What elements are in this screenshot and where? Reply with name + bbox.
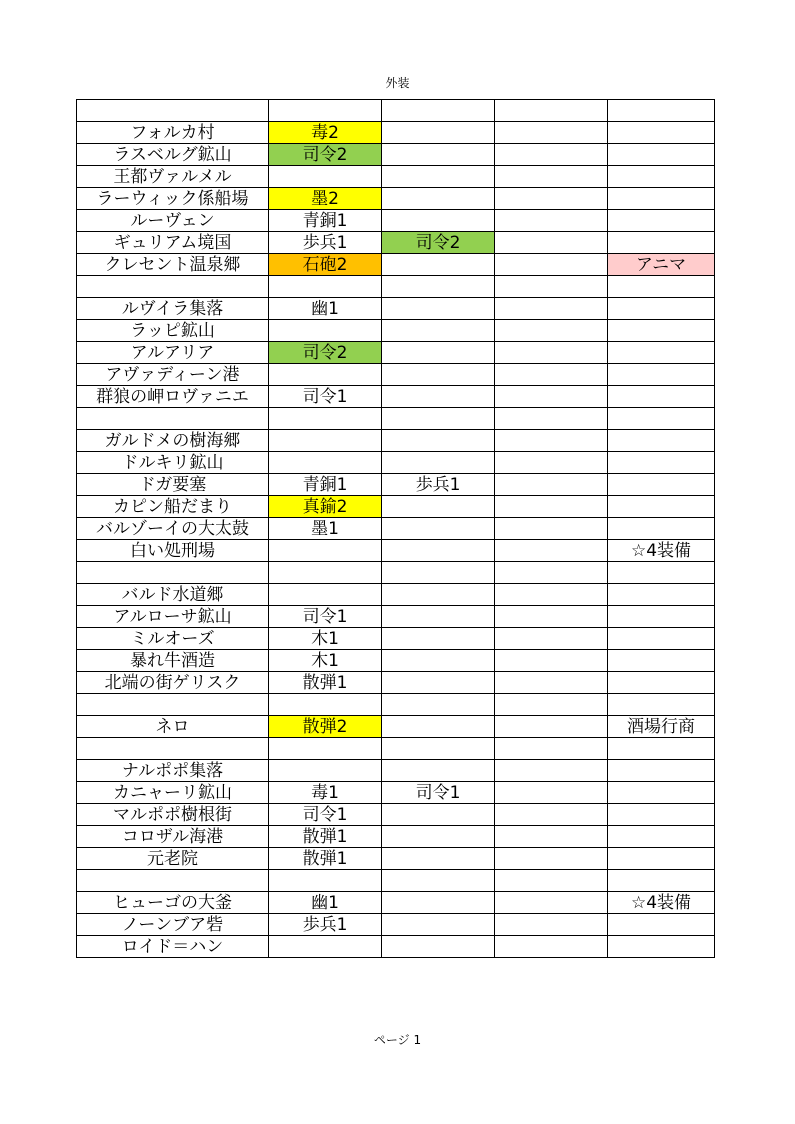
extra-cell — [495, 430, 608, 452]
location-cell: ナルポポ集落 — [77, 760, 269, 782]
extra-cell — [495, 606, 608, 628]
item2-cell — [382, 496, 495, 518]
location-cell: カピン船だまり — [77, 496, 269, 518]
item-cell — [269, 100, 382, 122]
item-cell: 司令1 — [269, 386, 382, 408]
location-cell: ラスベルグ鉱山 — [77, 144, 269, 166]
item-cell: 散弾1 — [269, 848, 382, 870]
item2-cell — [382, 804, 495, 826]
table-row — [77, 584, 715, 606]
note-cell — [608, 936, 715, 958]
extra-cell — [495, 320, 608, 342]
item-cell: 青銅1 — [269, 474, 382, 496]
table-row — [77, 452, 715, 474]
table-body — [77, 100, 715, 958]
item2-cell: 歩兵1 — [382, 474, 495, 496]
location-cell — [77, 276, 269, 298]
extra-cell — [495, 848, 608, 870]
extra-cell — [495, 760, 608, 782]
item2-cell — [382, 122, 495, 144]
location-cell: ラーウィック係船場 — [77, 188, 269, 210]
item-cell: 墨1 — [269, 518, 382, 540]
table-row — [77, 386, 715, 408]
note-cell — [608, 122, 715, 144]
table-row — [77, 870, 715, 892]
note-cell — [608, 452, 715, 474]
item2-cell — [382, 606, 495, 628]
extra-cell — [495, 694, 608, 716]
location-cell — [77, 870, 269, 892]
extra-cell — [495, 716, 608, 738]
item-cell — [269, 364, 382, 386]
item-cell: 散弾1 — [269, 672, 382, 694]
item-cell — [269, 936, 382, 958]
location-cell: マルポポ樹根街 — [77, 804, 269, 826]
item2-cell — [382, 628, 495, 650]
location-cell: アヴァディーン港 — [77, 364, 269, 386]
item-cell: 木1 — [269, 628, 382, 650]
item2-cell — [382, 320, 495, 342]
page-title: 外装 — [385, 76, 410, 90]
location-cell: 群狼の岬ロヴァニエ — [77, 386, 269, 408]
table-row — [77, 848, 715, 870]
location-cell: ミルオーズ — [77, 628, 269, 650]
location-cell: 王都ヴァルメル — [77, 166, 269, 188]
item-cell: 歩兵1 — [269, 232, 382, 254]
extra-cell — [495, 870, 608, 892]
item-cell: 墨2 — [269, 188, 382, 210]
item-cell: 司令2 — [269, 342, 382, 364]
page-footer: ページ 1 — [373, 1033, 422, 1047]
table-row — [77, 628, 715, 650]
extra-cell — [495, 738, 608, 760]
table-row — [77, 166, 715, 188]
item2-cell — [382, 408, 495, 430]
table-row — [77, 320, 715, 342]
item-cell: 司令1 — [269, 804, 382, 826]
extra-cell — [495, 892, 608, 914]
extra-cell — [495, 782, 608, 804]
location-cell: 元老院 — [77, 848, 269, 870]
note-cell — [608, 760, 715, 782]
item2-cell — [382, 716, 495, 738]
item-cell: 青銅1 — [269, 210, 382, 232]
item-cell: 散弾2 — [269, 716, 382, 738]
note-cell — [608, 518, 715, 540]
extra-cell — [495, 298, 608, 320]
item-cell — [269, 694, 382, 716]
table-row — [77, 408, 715, 430]
table-row — [77, 430, 715, 452]
note-cell — [608, 430, 715, 452]
table-row — [77, 232, 715, 254]
extra-cell — [495, 496, 608, 518]
table-row — [77, 892, 715, 914]
item2-cell: 司令1 — [382, 782, 495, 804]
table-row — [77, 716, 715, 738]
extra-cell — [495, 232, 608, 254]
location-cell: バルド水道郷 — [77, 584, 269, 606]
note-cell — [608, 672, 715, 694]
extra-cell — [495, 584, 608, 606]
item2-cell — [382, 254, 495, 276]
extra-cell — [495, 276, 608, 298]
location-cell: 白い処刑場 — [77, 540, 269, 562]
table-row — [77, 100, 715, 122]
location-cell: ガルドメの樹海郷 — [77, 430, 269, 452]
item-cell — [269, 276, 382, 298]
item2-cell — [382, 870, 495, 892]
item2-cell — [382, 166, 495, 188]
extra-cell — [495, 452, 608, 474]
table-row — [77, 518, 715, 540]
extra-cell — [495, 210, 608, 232]
item2-cell — [382, 144, 495, 166]
item-cell: 真鍮2 — [269, 496, 382, 518]
item-cell: 毒2 — [269, 122, 382, 144]
extra-cell — [495, 650, 608, 672]
item2-cell — [382, 276, 495, 298]
table-row — [77, 804, 715, 826]
note-cell: アニマ — [608, 254, 715, 276]
extra-cell — [495, 914, 608, 936]
item2-cell: 司令2 — [382, 232, 495, 254]
item-cell: 幽1 — [269, 892, 382, 914]
note-cell — [608, 408, 715, 430]
note-cell — [608, 804, 715, 826]
note-cell — [608, 232, 715, 254]
note-cell: ☆4装備 — [608, 540, 715, 562]
note-cell: 酒場行商 — [608, 716, 715, 738]
item-cell: 司令1 — [269, 606, 382, 628]
item2-cell — [382, 386, 495, 408]
extra-cell — [495, 936, 608, 958]
table-row — [77, 782, 715, 804]
extra-cell — [495, 386, 608, 408]
table-row — [77, 210, 715, 232]
note-cell — [608, 210, 715, 232]
item2-cell — [382, 342, 495, 364]
item2-cell — [382, 914, 495, 936]
item2-cell — [382, 562, 495, 584]
item2-cell — [382, 210, 495, 232]
table-row — [77, 738, 715, 760]
item-cell — [269, 408, 382, 430]
note-cell — [608, 166, 715, 188]
item-cell: 毒1 — [269, 782, 382, 804]
item2-cell — [382, 848, 495, 870]
table-row — [77, 914, 715, 936]
item-cell — [269, 562, 382, 584]
item-cell — [269, 430, 382, 452]
extra-cell — [495, 254, 608, 276]
location-cell: ヒューゴの大釜 — [77, 892, 269, 914]
item2-cell — [382, 650, 495, 672]
note-cell — [608, 496, 715, 518]
item-cell — [269, 320, 382, 342]
extra-cell — [495, 562, 608, 584]
table-row — [77, 276, 715, 298]
item2-cell — [382, 364, 495, 386]
item2-cell — [382, 760, 495, 782]
extra-cell — [495, 122, 608, 144]
location-cell: ネロ — [77, 716, 269, 738]
extra-cell — [495, 144, 608, 166]
location-cell — [77, 100, 269, 122]
location-cell: ルヴイラ集落 — [77, 298, 269, 320]
item2-cell — [382, 540, 495, 562]
table-row — [77, 826, 715, 848]
item-cell: 歩兵1 — [269, 914, 382, 936]
note-cell — [608, 848, 715, 870]
item-cell — [269, 540, 382, 562]
table-row — [77, 298, 715, 320]
extra-cell — [495, 188, 608, 210]
note-cell — [608, 650, 715, 672]
location-cell: アルアリア — [77, 342, 269, 364]
extra-cell — [495, 672, 608, 694]
extra-cell — [495, 826, 608, 848]
note-cell — [608, 188, 715, 210]
note-cell — [608, 628, 715, 650]
item-cell — [269, 738, 382, 760]
item2-cell — [382, 100, 495, 122]
table-row — [77, 936, 715, 958]
table-row — [77, 672, 715, 694]
table-row — [77, 760, 715, 782]
item2-cell — [382, 518, 495, 540]
item-cell — [269, 452, 382, 474]
note-cell — [608, 606, 715, 628]
location-cell: ドルキリ鉱山 — [77, 452, 269, 474]
item2-cell — [382, 826, 495, 848]
item2-cell — [382, 892, 495, 914]
location-cell: ノーンブア砦 — [77, 914, 269, 936]
table-row — [77, 474, 715, 496]
item2-cell — [382, 584, 495, 606]
table-row — [77, 342, 715, 364]
item-cell: 散弾1 — [269, 826, 382, 848]
note-cell — [608, 584, 715, 606]
extra-cell — [495, 474, 608, 496]
location-cell — [77, 562, 269, 584]
note-cell — [608, 782, 715, 804]
note-cell: ☆4装備 — [608, 892, 715, 914]
note-cell — [608, 276, 715, 298]
spreadsheet-table — [76, 99, 715, 958]
item2-cell — [382, 936, 495, 958]
extra-cell — [495, 540, 608, 562]
item2-cell — [382, 298, 495, 320]
location-cell: コロザル海港 — [77, 826, 269, 848]
location-cell: ギュリアム境国 — [77, 232, 269, 254]
note-cell — [608, 870, 715, 892]
item2-cell — [382, 188, 495, 210]
note-cell — [608, 738, 715, 760]
note-cell — [608, 298, 715, 320]
table-row — [77, 254, 715, 276]
extra-cell — [495, 166, 608, 188]
note-cell — [608, 914, 715, 936]
extra-cell — [495, 408, 608, 430]
note-cell — [608, 562, 715, 584]
location-cell: クレセント温泉郷 — [77, 254, 269, 276]
item2-cell — [382, 430, 495, 452]
table-row — [77, 562, 715, 584]
item2-cell — [382, 738, 495, 760]
table-row — [77, 122, 715, 144]
item-cell: 石砲2 — [269, 254, 382, 276]
extra-cell — [495, 364, 608, 386]
location-cell — [77, 738, 269, 760]
note-cell — [608, 694, 715, 716]
item-cell — [269, 870, 382, 892]
location-cell: ドガ要塞 — [77, 474, 269, 496]
note-cell — [608, 100, 715, 122]
extra-cell — [495, 518, 608, 540]
location-cell: 暴れ牛酒造 — [77, 650, 269, 672]
extra-cell — [495, 804, 608, 826]
table-row — [77, 694, 715, 716]
extra-cell — [495, 100, 608, 122]
note-cell — [608, 342, 715, 364]
note-cell — [608, 826, 715, 848]
location-cell: バルゾーイの大太鼓 — [77, 518, 269, 540]
note-cell — [608, 364, 715, 386]
location-cell: カニャーリ鉱山 — [77, 782, 269, 804]
location-cell: 北端の街ゲリスク — [77, 672, 269, 694]
item2-cell — [382, 694, 495, 716]
location-cell: フォルカ村 — [77, 122, 269, 144]
extra-cell — [495, 628, 608, 650]
note-cell — [608, 144, 715, 166]
note-cell — [608, 474, 715, 496]
item2-cell — [382, 672, 495, 694]
table-row — [77, 606, 715, 628]
location-cell: ルーヴェン — [77, 210, 269, 232]
item-cell: 木1 — [269, 650, 382, 672]
note-cell — [608, 386, 715, 408]
table-row — [77, 144, 715, 166]
location-cell: ラッピ鉱山 — [77, 320, 269, 342]
table-row — [77, 540, 715, 562]
table-row — [77, 188, 715, 210]
item-cell — [269, 166, 382, 188]
table-row — [77, 496, 715, 518]
item-cell: 幽1 — [269, 298, 382, 320]
item2-cell — [382, 452, 495, 474]
location-cell: アルローサ鉱山 — [77, 606, 269, 628]
table-row — [77, 364, 715, 386]
note-cell — [608, 320, 715, 342]
item-cell: 司令2 — [269, 144, 382, 166]
location-cell — [77, 408, 269, 430]
extra-cell — [495, 342, 608, 364]
item-cell — [269, 584, 382, 606]
item-cell — [269, 760, 382, 782]
location-cell: ロイド＝ハン — [77, 936, 269, 958]
table-row — [77, 650, 715, 672]
location-cell — [77, 694, 269, 716]
